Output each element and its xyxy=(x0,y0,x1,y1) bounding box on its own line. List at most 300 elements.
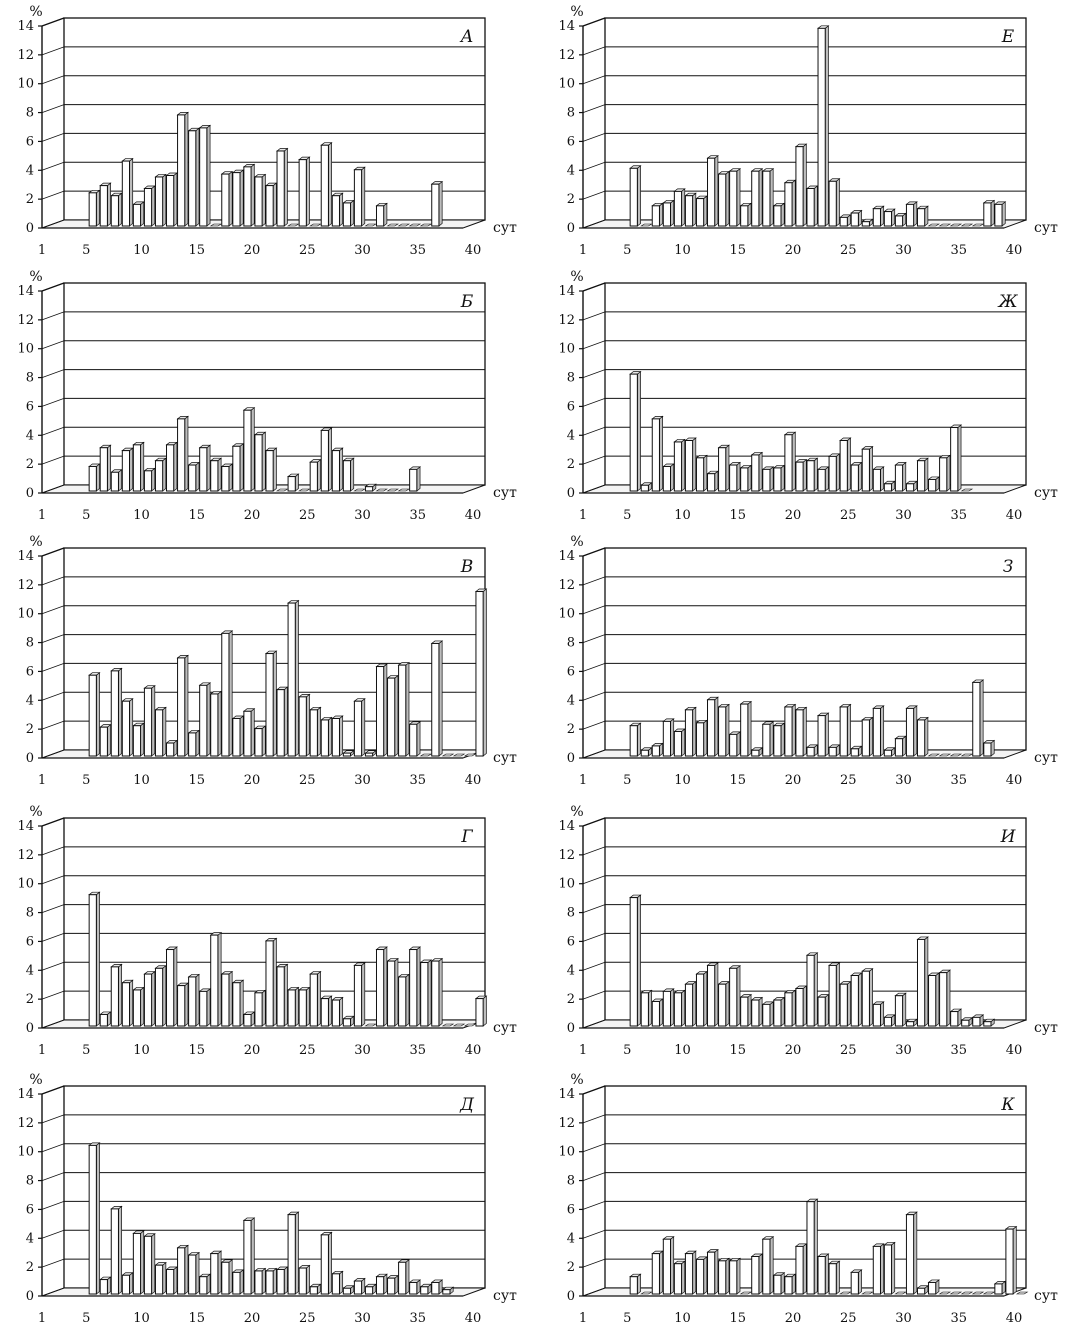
y-tick-label: 14 xyxy=(558,819,575,834)
bar xyxy=(89,464,99,491)
panel-label: Ж xyxy=(998,292,1018,312)
bar xyxy=(222,631,232,756)
y-tick-diagonal xyxy=(583,721,605,729)
bar xyxy=(321,717,331,756)
bar xyxy=(730,169,740,226)
bar xyxy=(144,686,154,756)
x-tick-label: 25 xyxy=(839,508,857,523)
y-tick-label: 6 xyxy=(25,1202,34,1218)
bar xyxy=(365,1284,375,1294)
bar xyxy=(895,213,905,226)
bar xyxy=(122,1273,132,1294)
y-tick-diagonal xyxy=(42,933,64,941)
bar xyxy=(399,1260,409,1294)
bar xyxy=(410,467,420,491)
bar xyxy=(321,996,331,1026)
y-tick-label: 4 xyxy=(25,1231,34,1247)
bar xyxy=(873,706,883,756)
y-tick-label: 4 xyxy=(25,693,34,709)
bar xyxy=(266,651,276,756)
panel-g xyxy=(0,800,535,1062)
x-tick-label: 1 xyxy=(37,508,47,523)
y-tick-label: 14 xyxy=(558,549,575,564)
bar xyxy=(652,743,662,756)
y-tick-diagonal xyxy=(42,133,64,141)
y-tick-label: 10 xyxy=(17,341,34,357)
panel-label: Д xyxy=(460,1095,474,1115)
y-tick-label: 4 xyxy=(25,428,34,444)
y-tick-label: 0 xyxy=(25,486,34,501)
bar xyxy=(818,713,828,756)
bar xyxy=(663,1237,673,1294)
bar xyxy=(133,202,143,226)
chart-svg xyxy=(0,800,535,1062)
bar xyxy=(233,1270,243,1294)
bar xyxy=(862,447,872,491)
bar xyxy=(111,964,121,1026)
x-tick-label: 35 xyxy=(409,1043,427,1058)
bar xyxy=(299,157,309,226)
bar xyxy=(674,1261,684,1294)
y-unit-label: % xyxy=(570,1072,584,1088)
y-tick-label: 10 xyxy=(17,876,34,892)
x-unit-label: сут xyxy=(1034,485,1058,501)
y-tick-diagonal xyxy=(583,991,605,999)
bar xyxy=(763,1237,773,1294)
y-tick-diagonal xyxy=(42,370,64,378)
bar xyxy=(851,1270,861,1294)
panel-a xyxy=(0,0,535,262)
y-tick-diagonal xyxy=(583,312,605,320)
x-tick-label: 10 xyxy=(674,508,691,523)
bar xyxy=(630,895,640,1026)
bar xyxy=(840,982,850,1026)
bar xyxy=(774,203,784,226)
bar xyxy=(222,1260,232,1294)
bar xyxy=(343,458,353,491)
y-tick-diagonal xyxy=(583,427,605,435)
bar xyxy=(133,442,143,491)
chart-svg xyxy=(541,530,1076,792)
y-tick-diagonal xyxy=(42,876,64,884)
bar xyxy=(122,699,132,756)
bar xyxy=(288,987,298,1026)
y-tick-diagonal xyxy=(42,341,64,349)
x-tick-label: 30 xyxy=(895,773,912,788)
y-unit-label: % xyxy=(570,4,584,20)
y-tick-diagonal xyxy=(583,1230,605,1238)
bar xyxy=(111,668,121,756)
bar xyxy=(884,209,894,226)
y-tick-diagonal xyxy=(42,1144,64,1152)
bar xyxy=(410,722,420,756)
x-tick-label: 5 xyxy=(82,773,91,788)
y-tick-label: 14 xyxy=(17,1087,34,1102)
bar xyxy=(807,186,817,226)
x-tick-label: 10 xyxy=(674,773,691,788)
y-tick-label: 0 xyxy=(25,221,34,236)
x-tick-label: 5 xyxy=(623,1043,632,1058)
y-tick-diagonal xyxy=(583,341,605,349)
bar xyxy=(111,1206,121,1294)
x-tick-label: 10 xyxy=(133,1043,150,1058)
y-tick-label: 2 xyxy=(566,992,575,1008)
bar xyxy=(796,144,806,226)
bar xyxy=(674,990,684,1026)
bar xyxy=(730,732,740,756)
bar xyxy=(255,990,265,1026)
y-tick-diagonal xyxy=(583,1201,605,1209)
y-tick-label: 4 xyxy=(566,1231,575,1247)
bar xyxy=(89,190,99,226)
bar xyxy=(818,467,828,491)
x-tick-label: 20 xyxy=(243,1043,261,1058)
y-tick-label: 12 xyxy=(17,1115,34,1131)
y-tick-diagonal xyxy=(42,548,64,556)
bar xyxy=(144,186,154,226)
x-unit-label: сут xyxy=(1034,1288,1058,1304)
panel-label: К xyxy=(1001,1095,1015,1115)
bar xyxy=(685,982,695,1026)
bar xyxy=(796,1244,806,1294)
bar xyxy=(663,200,673,226)
bar xyxy=(763,1002,773,1026)
y-tick-diagonal xyxy=(42,398,64,406)
y-tick-label: 2 xyxy=(25,992,34,1008)
bar xyxy=(211,1251,221,1294)
bar xyxy=(630,372,640,491)
panel-label: А xyxy=(460,27,474,47)
bar xyxy=(100,445,110,491)
bar xyxy=(100,1012,110,1026)
x-tick-label: 40 xyxy=(464,1311,482,1326)
bar xyxy=(807,745,817,756)
bar xyxy=(155,174,165,226)
y-tick-label: 4 xyxy=(25,163,34,179)
y-tick-diagonal xyxy=(583,1144,605,1152)
bar xyxy=(233,980,243,1026)
bar xyxy=(785,990,795,1026)
y-tick-diagonal xyxy=(583,905,605,913)
bar xyxy=(884,1015,894,1026)
bar xyxy=(222,972,232,1026)
bar xyxy=(167,947,177,1026)
bar xyxy=(299,1266,309,1294)
x-tick-label: 15 xyxy=(729,773,746,788)
chart-svg xyxy=(0,530,535,792)
y-tick-diagonal xyxy=(42,1230,64,1238)
x-tick-label: 40 xyxy=(464,773,482,788)
bar xyxy=(730,1258,740,1294)
bar xyxy=(100,183,110,226)
chart-svg xyxy=(541,265,1076,527)
x-tick-label: 25 xyxy=(298,1043,316,1058)
x-tick-label: 15 xyxy=(729,1311,746,1326)
bar xyxy=(708,156,718,226)
y-tick-diagonal xyxy=(42,606,64,614)
bar xyxy=(277,1267,287,1294)
y-unit-label: % xyxy=(29,804,43,820)
x-tick-label: 20 xyxy=(784,1043,802,1058)
bar xyxy=(133,1231,143,1294)
bar xyxy=(818,995,828,1026)
y-unit-label: % xyxy=(570,804,584,820)
y-tick-diagonal xyxy=(583,577,605,585)
y-tick-label: 14 xyxy=(17,819,34,834)
bar xyxy=(652,416,662,491)
x-tick-label: 10 xyxy=(133,1311,150,1326)
chart-svg xyxy=(541,0,1076,262)
x-tick-label: 35 xyxy=(950,243,968,258)
bar xyxy=(354,1279,364,1294)
y-unit-label: % xyxy=(29,1072,43,1088)
panel-i xyxy=(541,800,1076,1062)
bar xyxy=(807,458,817,491)
x-tick-label: 40 xyxy=(1005,1043,1023,1058)
y-tick-diagonal xyxy=(583,847,605,855)
x-tick-label: 30 xyxy=(354,1043,371,1058)
bar xyxy=(641,748,651,756)
bar xyxy=(189,128,199,226)
bar xyxy=(796,460,806,491)
x-unit-label: сут xyxy=(493,220,517,236)
y-tick-diagonal xyxy=(42,847,64,855)
x-tick-label: 20 xyxy=(784,508,802,523)
x-tick-label: 40 xyxy=(464,243,482,258)
x-tick-label: 30 xyxy=(354,243,371,258)
y-tick-diagonal xyxy=(42,105,64,113)
bar xyxy=(973,680,983,756)
bar xyxy=(906,481,916,491)
y-tick-label: 2 xyxy=(25,1260,34,1276)
y-tick-label: 12 xyxy=(558,577,575,593)
bar xyxy=(752,998,762,1026)
panel-d xyxy=(0,1068,535,1330)
bar xyxy=(630,1274,640,1294)
y-tick-label: 10 xyxy=(558,76,575,92)
bar xyxy=(917,458,927,491)
y-tick-label: 0 xyxy=(566,221,575,236)
bar xyxy=(211,933,221,1026)
bar xyxy=(277,687,287,756)
bar xyxy=(255,726,265,756)
bar xyxy=(917,937,927,1026)
bar xyxy=(376,1274,386,1294)
bar xyxy=(244,1012,254,1026)
y-tick-diagonal xyxy=(42,76,64,84)
y-tick-label: 12 xyxy=(558,47,575,63)
bar xyxy=(685,707,695,756)
y-unit-label: % xyxy=(570,534,584,550)
y-tick-label: 2 xyxy=(566,192,575,208)
bar xyxy=(332,716,342,756)
y-tick-diagonal xyxy=(42,191,64,199)
y-tick-label: 12 xyxy=(558,1115,575,1131)
y-tick-label: 2 xyxy=(25,722,34,738)
bar xyxy=(299,987,309,1026)
y-tick-label: 0 xyxy=(566,486,575,501)
panel-label: Б xyxy=(460,292,474,312)
x-tick-label: 35 xyxy=(950,1311,968,1326)
x-tick-label: 1 xyxy=(578,773,588,788)
x-tick-label: 30 xyxy=(354,508,371,523)
bar xyxy=(763,722,773,756)
back-wall xyxy=(605,283,1026,485)
bar xyxy=(796,986,806,1026)
x-tick-label: 10 xyxy=(133,243,150,258)
bar xyxy=(167,1267,177,1294)
y-tick-diagonal xyxy=(583,663,605,671)
x-tick-label: 20 xyxy=(243,508,261,523)
y-tick-label: 14 xyxy=(17,284,34,299)
bar xyxy=(277,964,287,1026)
y-tick-diagonal xyxy=(583,456,605,464)
y-tick-diagonal xyxy=(42,818,64,826)
bar xyxy=(873,206,883,226)
bar xyxy=(178,112,188,226)
bar xyxy=(255,1268,265,1294)
bar xyxy=(696,455,706,491)
y-tick-diagonal xyxy=(42,312,64,320)
y-tick-label: 8 xyxy=(25,105,34,121)
bar xyxy=(100,725,110,756)
x-tick-label: 15 xyxy=(188,1311,205,1326)
x-tick-label: 25 xyxy=(298,773,316,788)
x-tick-label: 5 xyxy=(82,1043,91,1058)
bar xyxy=(178,1245,188,1294)
x-tick-label: 30 xyxy=(895,1043,912,1058)
panel-k xyxy=(541,1068,1076,1330)
bar xyxy=(862,717,872,756)
bar xyxy=(167,173,177,226)
bar xyxy=(354,963,364,1026)
bar xyxy=(376,203,386,226)
bar xyxy=(144,1234,154,1294)
bar xyxy=(951,425,961,491)
panel-label: И xyxy=(1000,827,1016,847)
x-unit-label: сут xyxy=(493,750,517,766)
bar xyxy=(685,438,695,491)
bar xyxy=(111,193,121,226)
bar xyxy=(365,484,375,491)
bar xyxy=(133,987,143,1026)
bar xyxy=(741,702,751,756)
x-tick-label: 40 xyxy=(1005,773,1023,788)
x-unit-label: сут xyxy=(1034,220,1058,236)
bar xyxy=(144,972,154,1026)
x-tick-label: 25 xyxy=(839,773,857,788)
y-tick-label: 10 xyxy=(558,606,575,622)
y-tick-diagonal xyxy=(583,692,605,700)
y-tick-label: 10 xyxy=(558,876,575,892)
bar xyxy=(233,170,243,226)
x-tick-label: 20 xyxy=(243,773,261,788)
bar xyxy=(244,1218,254,1294)
bar xyxy=(829,179,839,226)
y-tick-label: 8 xyxy=(25,370,34,386)
bar xyxy=(266,938,276,1026)
bar xyxy=(288,601,298,756)
bar xyxy=(840,215,850,226)
y-tick-label: 2 xyxy=(566,1260,575,1276)
bar xyxy=(829,454,839,491)
bar xyxy=(189,974,199,1026)
bar xyxy=(1017,1292,1027,1294)
x-tick-label: 1 xyxy=(578,1043,588,1058)
y-tick-label: 8 xyxy=(566,905,575,921)
bar xyxy=(641,990,651,1026)
x-tick-label: 5 xyxy=(82,508,91,523)
bar xyxy=(222,464,232,491)
bar xyxy=(862,219,872,226)
x-tick-label: 20 xyxy=(784,773,802,788)
bar xyxy=(917,717,927,756)
y-tick-label: 14 xyxy=(558,284,575,299)
x-unit-label: сут xyxy=(493,1020,517,1036)
y-tick-label: 6 xyxy=(566,934,575,950)
y-tick-diagonal xyxy=(583,962,605,970)
bar xyxy=(652,999,662,1026)
bar xyxy=(652,1251,662,1294)
y-tick-label: 8 xyxy=(566,1173,575,1189)
y-tick-label: 8 xyxy=(25,905,34,921)
y-tick-label: 12 xyxy=(17,577,34,593)
y-tick-diagonal xyxy=(42,905,64,913)
bar xyxy=(266,183,276,226)
y-tick-label: 14 xyxy=(558,19,575,34)
bar xyxy=(189,730,199,756)
bar xyxy=(785,180,795,226)
x-tick-label: 35 xyxy=(409,508,427,523)
x-tick-label: 20 xyxy=(243,243,261,258)
y-tick-diagonal xyxy=(583,1086,605,1094)
x-tick-label: 35 xyxy=(950,773,968,788)
bar xyxy=(674,189,684,226)
bar xyxy=(663,989,673,1026)
bar xyxy=(133,723,143,756)
y-tick-diagonal xyxy=(583,818,605,826)
bar xyxy=(741,203,751,226)
y-tick-diagonal xyxy=(583,105,605,113)
y-tick-diagonal xyxy=(42,47,64,55)
bar xyxy=(310,707,320,756)
x-tick-label: 35 xyxy=(409,773,427,788)
bar xyxy=(785,704,795,756)
x-tick-label: 1 xyxy=(578,243,588,258)
y-tick-diagonal xyxy=(42,663,64,671)
x-tick-label: 35 xyxy=(409,243,427,258)
bar xyxy=(917,206,927,226)
bar xyxy=(343,200,353,226)
bar xyxy=(388,676,398,756)
bar xyxy=(807,1199,817,1294)
bar xyxy=(696,196,706,226)
bar xyxy=(476,996,486,1026)
bar xyxy=(310,972,320,1026)
x-tick-label: 1 xyxy=(37,243,47,258)
bar xyxy=(774,998,784,1026)
bar xyxy=(929,1280,939,1294)
bar xyxy=(719,704,729,756)
bar xyxy=(663,464,673,491)
y-tick-diagonal xyxy=(42,456,64,464)
bar xyxy=(763,169,773,226)
y-tick-label: 12 xyxy=(558,847,575,863)
panel-z xyxy=(541,530,1076,792)
x-tick-label: 30 xyxy=(895,1311,912,1326)
bar xyxy=(421,960,431,1026)
bar xyxy=(410,1280,420,1294)
